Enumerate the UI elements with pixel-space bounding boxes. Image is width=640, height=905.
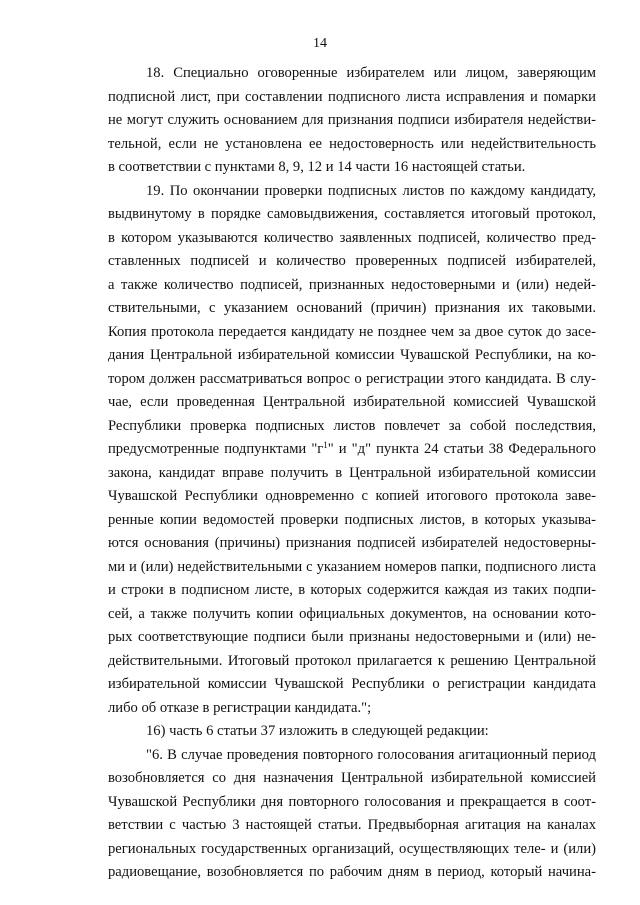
text-line: не могут служить основанием для признания подписи избирателя недействи- xyxy=(108,112,596,128)
text-line: и строки в подписном листе, в которых содержится каждая из таких подпи- xyxy=(108,582,596,598)
text-line: чае, если проведенная Центральной избирательной комиссией Чувашской xyxy=(108,394,596,410)
text-line: либо об отказе в регистрации кандидата."; xyxy=(108,699,372,716)
text-line: сей, а также получить копии официальных документов, на основании кото- xyxy=(108,605,596,622)
text-line: рых соответствующие подписи были признаны недостоверными и (или) не- xyxy=(108,629,596,645)
text-line: ветствии с частью 3 настоящей статьи. Предвыборная агитация на каналах xyxy=(108,817,596,833)
text-line: в котором указываются количество заявленных подписей, количество пред- xyxy=(108,229,596,246)
text-line: радиовещание, возобновляется по рабочим дням в период, который начина- xyxy=(108,864,596,880)
text-line: Чувашской Республики дня повторного голосования и прекращается в соот- xyxy=(108,793,596,810)
text-line-with-superscript xyxy=(108,438,596,462)
text-fragment: " и "д" пункта 24 статьи 38 Федерального xyxy=(327,441,596,457)
text-line: возобновляется со дня назначения Центральной избирательной комиссией xyxy=(108,770,596,786)
paragraph-item-19 xyxy=(108,180,596,721)
superscript: 1 xyxy=(323,440,328,450)
text-line: дания Центральной избирательной комиссии Чувашской Республики, на ко- xyxy=(108,347,596,363)
text-line: избирательной комиссии Чувашской Республики о регистрации кандидата xyxy=(108,676,596,692)
text-line: действительными. Итоговый протокол прилагается к решению Центральной xyxy=(108,652,596,669)
text-line: а также количество подписей, признанных недостоверными и (или) недей- xyxy=(108,276,596,293)
text-line: тором должен рассматриваться вопрос о регистрации этого кандидата. В слу- xyxy=(108,370,596,387)
text-line: ются основания (причины) признания подписей избирателей недостоверны- xyxy=(108,535,596,551)
paragraph-item-16 xyxy=(108,720,596,744)
text-line: ствительными, с указанием оснований (причин) признания их таковыми. xyxy=(108,300,596,316)
text-line: 18. Специально оговоренные избирателем или лицом, заверяющим xyxy=(146,65,596,81)
document-body xyxy=(108,62,596,885)
text-line: 16) часть 6 статьи 37 изложить в следующей редакции: xyxy=(146,723,489,739)
text-line: Копия протокола передается кандидату не позднее чем за двое суток до засе- xyxy=(108,323,596,340)
text-line: 19. По окончании проверки подписных листов по каждому кандидату, xyxy=(146,182,596,199)
text-line: подписной лист, при составлении подписного листа исправления и помарки xyxy=(108,88,596,105)
text-line: тельной, если не установлена ее недостоверность или недействительность xyxy=(108,135,596,152)
text-line: региональных государственных организаций, осуществляющих теле- и (или) xyxy=(108,840,596,857)
text-line: Республики проверка подписных листов повлечет за собой последствия, xyxy=(108,417,596,434)
text-line: "6. В случае проведения повторного голосования агитационный период xyxy=(146,746,596,763)
page-number: 14 xyxy=(313,36,327,51)
text-line: ставленных подписей и количество проверенных подписей избирателей, xyxy=(108,253,596,269)
text-line: выдвинутому в порядке самовыдвижения, составляется итоговый протокол, xyxy=(108,206,596,222)
text-line: Чувашской Республики одновременно с копией итогового протокола заве- xyxy=(108,488,596,504)
text-line: закона, кандидат вправе получить в Центральной избирательной комиссии xyxy=(108,464,596,481)
paragraph-item-18 xyxy=(108,62,596,180)
text-line: в соответствии с пунктами 8, 9, 12 и 14 части 16 настоящей статьи. xyxy=(108,159,526,175)
text-line: ми и (или) недействительными с указанием номеров папки, подписного листа xyxy=(108,558,596,575)
text-line: ренные копии ведомостей проверки подписных листов, в которых указыва- xyxy=(108,511,596,528)
text-fragment: предусмотренные подпунктами "г xyxy=(108,441,324,457)
paragraph-item-6 xyxy=(108,744,596,885)
